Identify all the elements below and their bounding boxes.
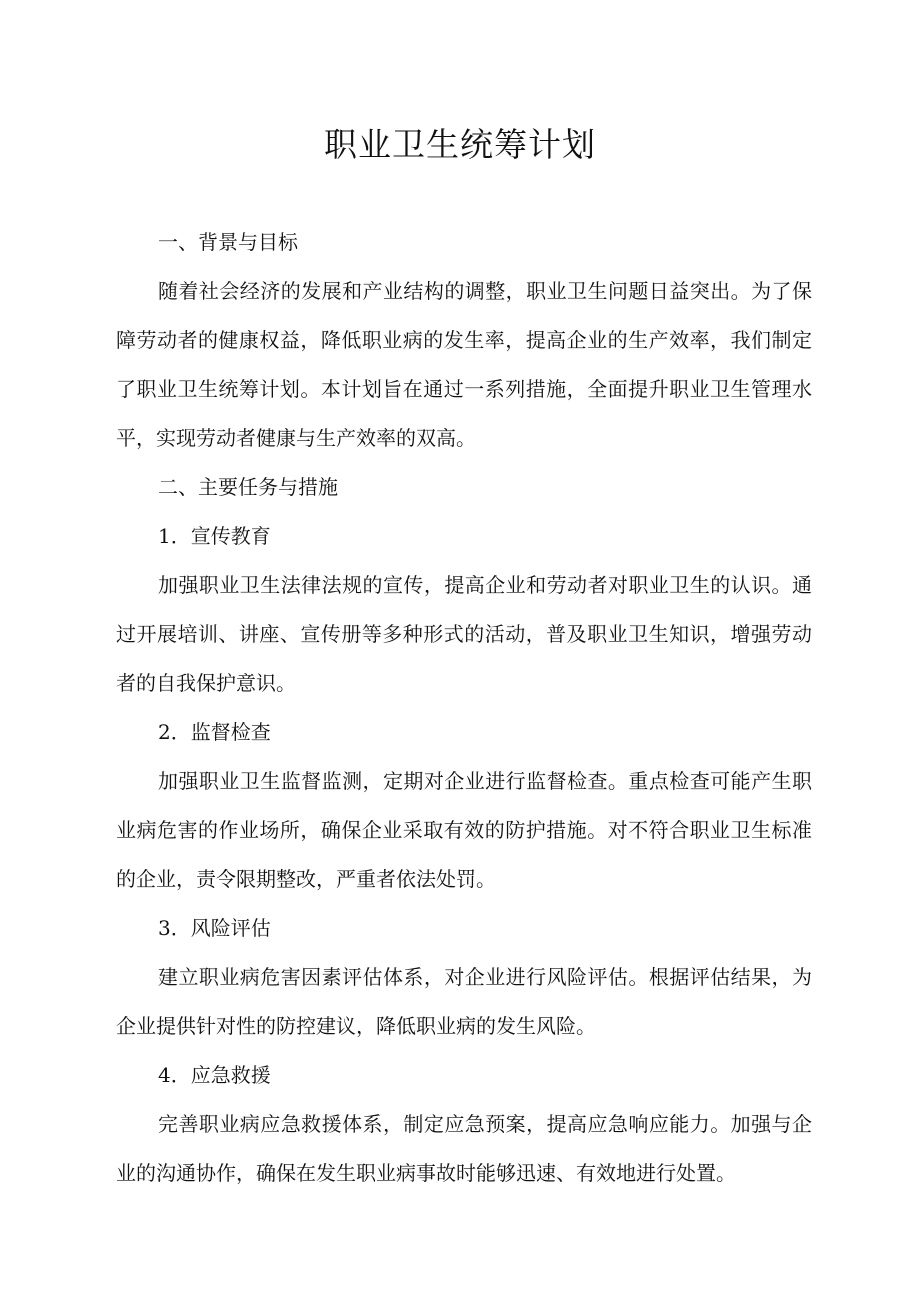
- document-body: [116, 218, 812, 1198]
- subheading-emergency-rescue: 4．应急救援: [158, 1063, 271, 1087]
- section-heading-background: 一、背景与目标: [158, 230, 298, 254]
- subheading-education: 1．宣传教育: [158, 524, 271, 548]
- paragraph-risk-assessment: 建立职业病危害因素评估体系，对企业进行风险评估。根据评估结果，为企业提供针对性的防控建议，降低职业病的发生风险。: [116, 965, 812, 1038]
- paragraph-background: 随着社会经济的发展和产业结构的调整，职业卫生问题日益突出。为了保障劳动者的健康权益，降低职业病的发生率，提高企业的生产效率，我们制定了职业卫生统筹计划。本计划旨在通过一系列措施，全面提升职业卫生管理水平，实现劳动者健康与生产效率的双高。: [116, 279, 812, 450]
- subheading-risk-assessment: 3．风险评估: [158, 916, 271, 940]
- paragraph-inspection: 加强职业卫生监督监测，定期对企业进行监督检查。重点检查可能产生职业病危害的作业场所，确保企业采取有效的防护措施。对不符合职业卫生标准的企业，责令限期整改，严重者依法处罚。: [116, 769, 812, 891]
- paragraph-education: 加强职业卫生法律法规的宣传，提高企业和劳动者对职业卫生的认识。通过开展培训、讲座、宣传册等多种形式的活动，普及职业卫生知识，增强劳动者的自我保护意识。: [116, 573, 812, 695]
- subheading-inspection: 2．监督检查: [158, 720, 271, 744]
- paragraph-emergency-rescue: 完善职业病应急救援体系，制定应急预案，提高应急响应能力。加强与企业的沟通协作，确保在发生职业病事故时能够迅速、有效地进行处置。: [116, 1112, 812, 1185]
- document-title: 职业卫生统筹计划: [324, 125, 596, 164]
- section-heading-tasks: 二、主要任务与措施: [158, 475, 338, 499]
